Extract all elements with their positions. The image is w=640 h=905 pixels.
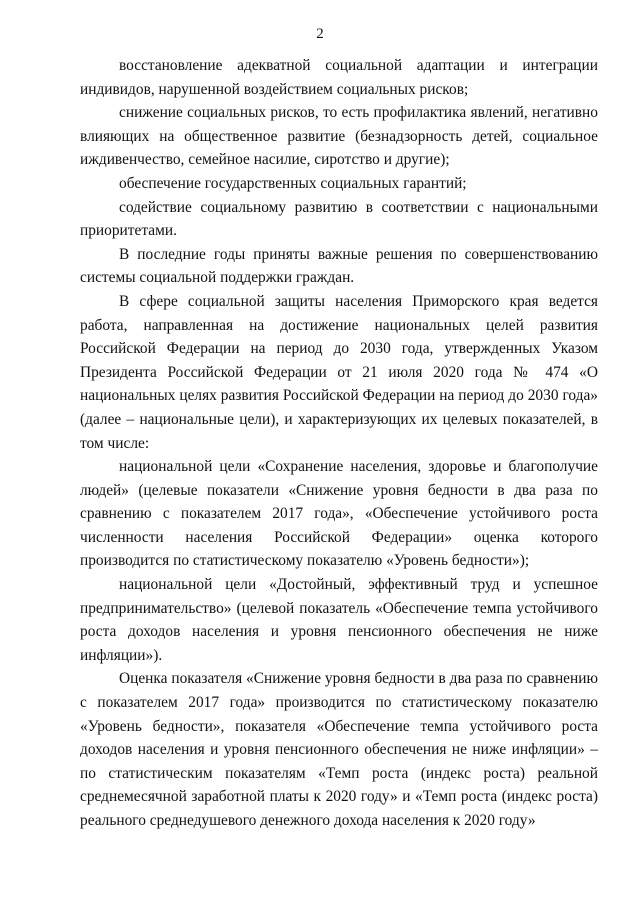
paragraph-indicator-assessment: Оценка показателя «Снижение уровня бедности в два раза по сравнению с показателем 2017 года» производится по статистическому показателю «Уровень бедности», показателя «Обеспечение темпа устойчивого роста доходов населения и уровня пенсионного обеспечения не ниже инфляции» – по статистическим показателям «Темп роста (индекс роста) реальной среднемесячной заработной платы к 2020 году» и «Темп роста (индекс роста) реального среднедушевого денежного дохода населения к 2020 году» — [80, 670, 598, 829]
page-number: 2 — [316, 26, 324, 42]
paragraph-recent-decisions: В последние годы приняты важные решения по совершенствованию системы социальной поддержки граждан. — [80, 245, 598, 287]
document-body — [80, 54, 598, 833]
paragraph-risk-reduction: снижение социальных рисков, то есть профилактика явлений, негативно влияющих на общественное развитие (безнадзорность детей, социальное иждивенчество, семейное насилие, сиротство и другие); — [80, 104, 598, 169]
paragraph-adaptation: восстановление адекватной социальной адаптации и интеграции индивидов, нарушенной воздействием социальных рисков; — [80, 57, 598, 98]
paragraph-state-guarantees: обеспечение государственных социальных гарантий; — [119, 174, 467, 192]
paragraph-social-development: содействие социальному развитию в соответствии с национальными приоритетами. — [80, 198, 598, 240]
paragraph-goal-population: национальной цели «Сохранение населения, здоровье и благополучие людей» (целевые показатели «Снижение уровня бедности в два раза по сравнению с показателем 2017 года», «Обеспечение устойчивого роста численности населения Российской Федерации» оценка которого производится по статистическому показателю «Уровень бедности»); — [80, 458, 598, 570]
paragraph-national-goals: В сфере социальной защиты населения Приморского края ведется работа, направленная на достижение национальных целей развития Российской Федерации на период до 2030 года, утвержденных Указом Президента Российской Федерации от 21 июля 2020 года № 474 «О национальных целях развития Российской Федерации на период до 2030 года» (далее – национальные цели), и характеризующих их целевых показателей, в том числе: — [80, 292, 598, 452]
paragraph-goal-labor: национальной цели «Достойный, эффективный труд и успешное предпринимательство» (целевой показатель «Обеспечение темпа устойчивого роста доходов населения и уровня пенсионного обеспечения не ниже инфляции»). — [80, 576, 598, 664]
